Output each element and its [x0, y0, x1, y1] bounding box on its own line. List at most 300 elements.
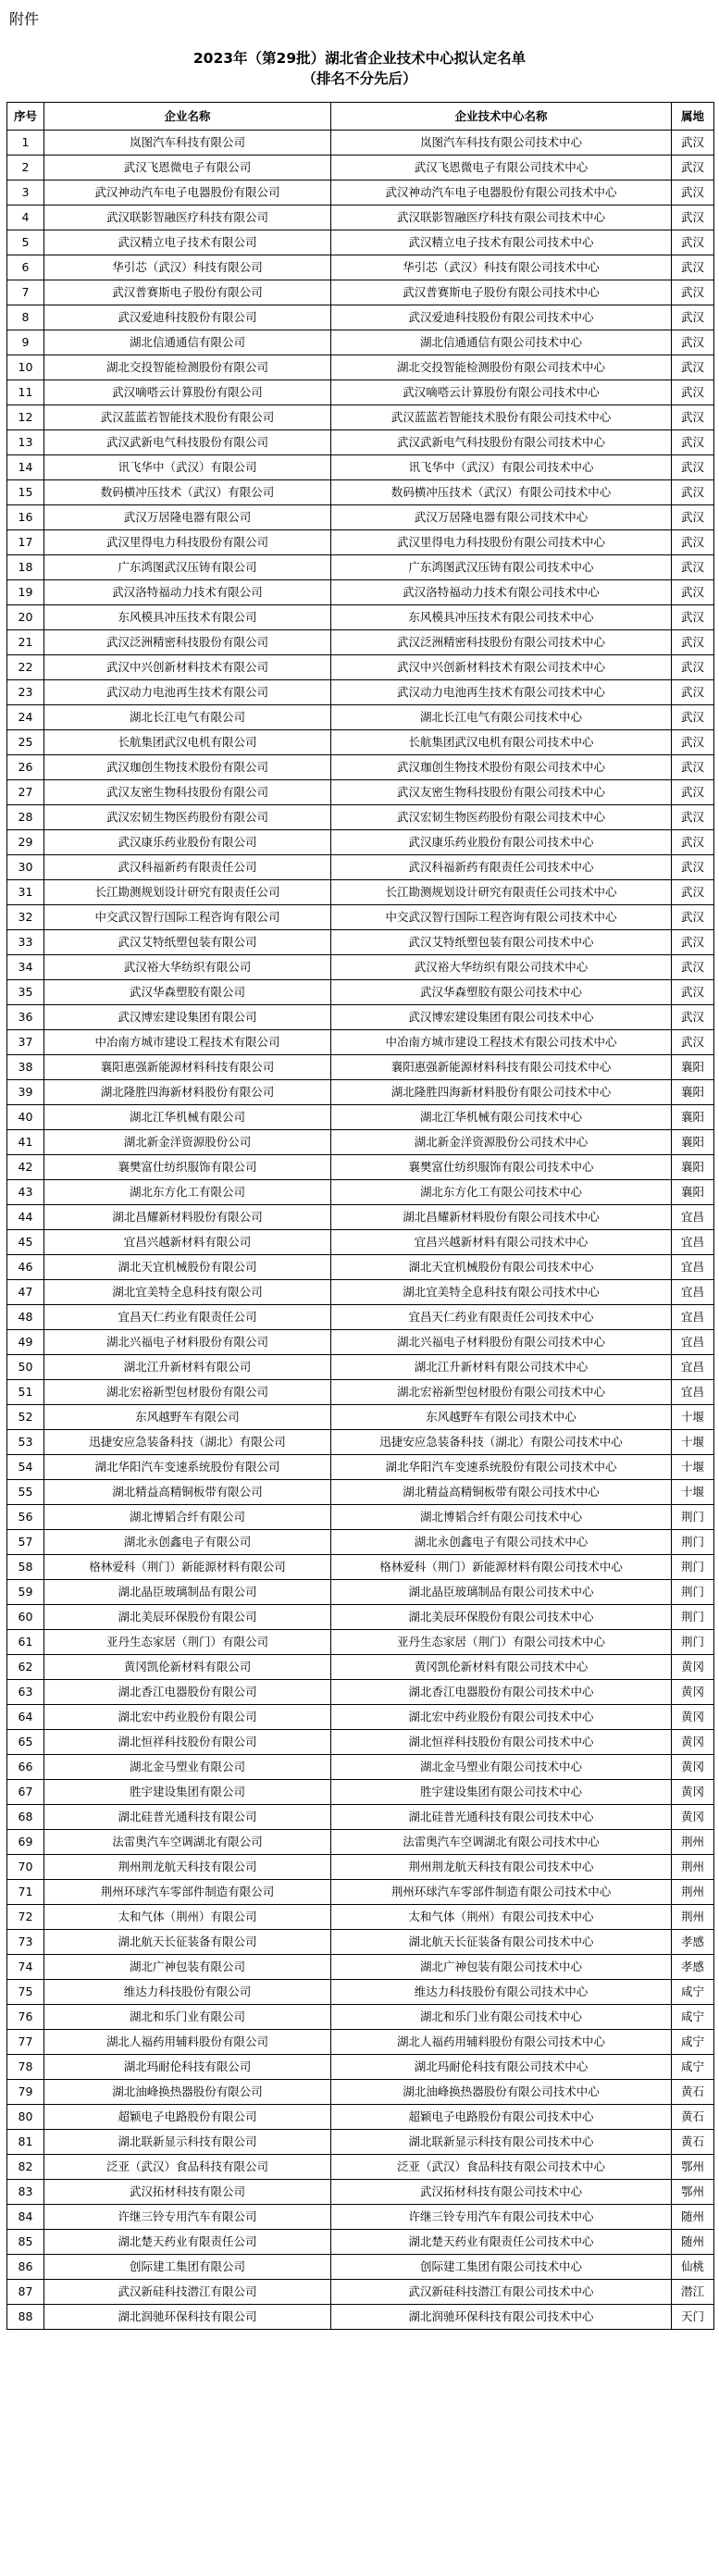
cell-enterprise-name: 湖北香江电器股份有限公司: [44, 1680, 331, 1705]
cell-serial: 7: [7, 280, 44, 305]
document-subtitle: （排名不分先后）: [302, 70, 417, 87]
table-row: [7, 605, 714, 630]
cell-enterprise-name: 武汉艾特纸塑包装有限公司: [44, 930, 331, 955]
cell-region: 武汉: [672, 555, 714, 580]
header-tech-center-name: 企业技术中心名称: [331, 103, 672, 131]
cell-enterprise-name: 中冶南方城市建设工程技术有限公司: [44, 1030, 331, 1055]
cell-region: 武汉: [672, 930, 714, 955]
cell-region: 武汉: [672, 705, 714, 730]
cell-tech-center-name: 湖北隆胜四海新材料股份有限公司技术中心: [331, 1080, 672, 1105]
cell-tech-center-name: 武汉里得电力科技股份有限公司技术中心: [331, 530, 672, 555]
cell-enterprise-name: 太和气体（荆州）有限公司: [44, 1905, 331, 1930]
cell-tech-center-name: 襄樊富仕纺织服饰有限公司技术中心: [331, 1155, 672, 1180]
cell-tech-center-name: 武汉飞恩微电子有限公司技术中心: [331, 156, 672, 180]
cell-serial: 51: [7, 1380, 44, 1405]
cell-enterprise-name: 武汉武新电气科技股份有限公司: [44, 430, 331, 455]
cell-tech-center-name: 武汉万居隆电器有限公司技术中心: [331, 505, 672, 530]
table-row: [7, 680, 714, 705]
cell-region: 荆门: [672, 1630, 714, 1655]
header-region: 属地: [672, 103, 714, 131]
table-row: [7, 755, 714, 780]
cell-enterprise-name: 武汉蓝蓝若智能技术股份有限公司: [44, 405, 331, 430]
table-row: [7, 2230, 714, 2255]
cell-enterprise-name: 武汉嘀嗒云计算股份有限公司: [44, 380, 331, 405]
table-row: [7, 955, 714, 980]
cell-region: 黄石: [672, 2080, 714, 2105]
cell-serial: 15: [7, 480, 44, 505]
cell-region: 咸宁: [672, 2055, 714, 2080]
cell-tech-center-name: 武汉拓材科技有限公司技术中心: [331, 2180, 672, 2205]
cell-region: 荆门: [672, 1605, 714, 1630]
cell-tech-center-name: 湖北恒祥科技股份有限公司技术中心: [331, 1730, 672, 1755]
table-row: [7, 1730, 714, 1755]
cell-tech-center-name: 湖北昌耀新材料股份有限公司技术中心: [331, 1205, 672, 1230]
cell-region: 武汉: [672, 430, 714, 455]
cell-region: 武汉: [672, 455, 714, 480]
cell-serial: 80: [7, 2105, 44, 2130]
cell-tech-center-name: 湖北广神包装有限公司技术中心: [331, 1955, 672, 1980]
cell-serial: 88: [7, 2305, 44, 2330]
table-row: [7, 1805, 714, 1830]
cell-tech-center-name: 荆州荆龙航天科技有限公司技术中心: [331, 1855, 672, 1880]
cell-tech-center-name: 宜昌兴越新材料有限公司技术中心: [331, 1230, 672, 1255]
cell-serial: 59: [7, 1580, 44, 1605]
cell-enterprise-name: 武汉动力电池再生技术有限公司: [44, 680, 331, 705]
cell-serial: 58: [7, 1555, 44, 1580]
cell-region: 黄冈: [672, 1780, 714, 1805]
cell-tech-center-name: 武汉宏韧生物医药股份有限公司技术中心: [331, 805, 672, 830]
cell-region: 武汉: [672, 755, 714, 780]
cell-region: 武汉: [672, 880, 714, 905]
cell-region: 潜江: [672, 2280, 714, 2305]
table-row: [7, 1505, 714, 1530]
table-row: [7, 1530, 714, 1555]
cell-region: 随州: [672, 2230, 714, 2255]
table-row: [7, 1005, 714, 1030]
cell-tech-center-name: 湖北新金洋资源股份公司技术中心: [331, 1130, 672, 1155]
cell-tech-center-name: 迅捷安应急装备科技（湖北）有限公司技术中心: [331, 1430, 672, 1455]
cell-region: 天门: [672, 2305, 714, 2330]
cell-serial: 10: [7, 355, 44, 380]
cell-tech-center-name: 创际建工集团有限公司技术中心: [331, 2255, 672, 2280]
table-row: [7, 1955, 714, 1980]
cell-serial: 25: [7, 730, 44, 755]
cell-tech-center-name: 华引芯（武汉）科技有限公司技术中心: [331, 255, 672, 280]
cell-enterprise-name: 湖北宏裕新型包材股份有限公司: [44, 1380, 331, 1405]
table-row: [7, 1555, 714, 1580]
table-row: [7, 730, 714, 755]
cell-tech-center-name: 武汉蓝蓝若智能技术股份有限公司技术中心: [331, 405, 672, 430]
table-row: [7, 505, 714, 530]
cell-region: 武汉: [672, 805, 714, 830]
table-header-row: [7, 103, 714, 131]
cell-serial: 85: [7, 2230, 44, 2255]
cell-serial: 79: [7, 2080, 44, 2105]
cell-tech-center-name: 武汉嘀嗒云计算股份有限公司技术中心: [331, 380, 672, 405]
cell-region: 武汉: [672, 1005, 714, 1030]
cell-tech-center-name: 湖北和乐门业有限公司技术中心: [331, 2005, 672, 2030]
cell-tech-center-name: 荆州环球汽车零部件制造有限公司技术中心: [331, 1880, 672, 1905]
table-row: [7, 1180, 714, 1205]
cell-region: 宜昌: [672, 1330, 714, 1355]
table-row: [7, 1030, 714, 1055]
cell-serial: 28: [7, 805, 44, 830]
table-row: [7, 580, 714, 605]
cell-serial: 1: [7, 131, 44, 156]
cell-enterprise-name: 武汉爱迪科技股份有限公司: [44, 305, 331, 330]
cell-tech-center-name: 武汉康乐药业股份有限公司技术中心: [331, 830, 672, 855]
cell-region: 武汉: [672, 905, 714, 930]
table-row: [7, 930, 714, 955]
cell-region: 鄂州: [672, 2180, 714, 2205]
cell-serial: 2: [7, 156, 44, 180]
cell-serial: 71: [7, 1880, 44, 1905]
cell-tech-center-name: 武汉华森塑胶有限公司技术中心: [331, 980, 672, 1005]
cell-enterprise-name: 中交武汉智行国际工程咨询有限公司: [44, 905, 331, 930]
cell-enterprise-name: 湖北宏中药业股份有限公司: [44, 1705, 331, 1730]
table-row: [7, 905, 714, 930]
table-row: [7, 1430, 714, 1455]
cell-region: 武汉: [672, 1030, 714, 1055]
cell-region: 荆州: [672, 1830, 714, 1855]
cell-region: 武汉: [672, 480, 714, 505]
cell-region: 武汉: [672, 156, 714, 180]
cell-tech-center-name: 湖北信通通信有限公司技术中心: [331, 330, 672, 355]
table-row: [7, 780, 714, 805]
cell-enterprise-name: 武汉珈创生物技术股份有限公司: [44, 755, 331, 780]
table-row: [7, 805, 714, 830]
cell-region: 黄冈: [672, 1680, 714, 1705]
cell-region: 武汉: [672, 580, 714, 605]
cell-enterprise-name: 法雷奥汽车空调湖北有限公司: [44, 1830, 331, 1855]
cell-enterprise-name: 武汉泛洲精密科技股份有限公司: [44, 630, 331, 655]
cell-region: 武汉: [672, 330, 714, 355]
cell-enterprise-name: 湖北天宜机械股份有限公司: [44, 1255, 331, 1280]
cell-enterprise-name: 湖北润驰环保科技有限公司: [44, 2305, 331, 2330]
table-row: [7, 1830, 714, 1855]
cell-region: 武汉: [672, 830, 714, 855]
cell-enterprise-name: 湖北长江电气有限公司: [44, 705, 331, 730]
cell-enterprise-name: 长江勘测规划设计研究有限责任公司: [44, 880, 331, 905]
cell-tech-center-name: 湖北油峰换热器股份有限公司技术中心: [331, 2080, 672, 2105]
table-row: [7, 2180, 714, 2205]
cell-serial: 12: [7, 405, 44, 430]
cell-tech-center-name: 武汉洛特福动力技术有限公司技术中心: [331, 580, 672, 605]
cell-enterprise-name: 武汉万居隆电器有限公司: [44, 505, 331, 530]
table-row: [7, 880, 714, 905]
cell-region: 襄阳: [672, 1055, 714, 1080]
cell-serial: 75: [7, 1980, 44, 2005]
cell-region: 荆州: [672, 1855, 714, 1880]
cell-enterprise-name: 湖北广神包装有限公司: [44, 1955, 331, 1980]
cell-enterprise-name: 华引芯（武汉）科技有限公司: [44, 255, 331, 280]
cell-tech-center-name: 广东鸿图武汉压铸有限公司技术中心: [331, 555, 672, 580]
cell-tech-center-name: 泛亚（武汉）食品科技有限公司技术中心: [331, 2155, 672, 2180]
cell-enterprise-name: 宜昌天仁药业有限责任公司: [44, 1305, 331, 1330]
cell-tech-center-name: 太和气体（荆州）有限公司技术中心: [331, 1905, 672, 1930]
cell-enterprise-name: 湖北玛耐伦科技有限公司: [44, 2055, 331, 2080]
cell-serial: 56: [7, 1505, 44, 1530]
cell-enterprise-name: 武汉洛特福动力技术有限公司: [44, 580, 331, 605]
cell-region: 黄石: [672, 2130, 714, 2155]
cell-region: 宜昌: [672, 1305, 714, 1330]
cell-region: 十堰: [672, 1405, 714, 1430]
cell-tech-center-name: 许继三铃专用汽车有限公司技术中心: [331, 2205, 672, 2230]
cell-serial: 64: [7, 1705, 44, 1730]
cell-tech-center-name: 长江勘测规划设计研究有限责任公司技术中心: [331, 880, 672, 905]
table-row: [7, 855, 714, 880]
cell-enterprise-name: 武汉华森塑胶有限公司: [44, 980, 331, 1005]
cell-enterprise-name: 荆州环球汽车零部件制造有限公司: [44, 1880, 331, 1905]
cell-enterprise-name: 湖北晶臣玻璃制品有限公司: [44, 1580, 331, 1605]
header-serial: 序号: [7, 103, 44, 131]
cell-enterprise-name: 湖北美辰环保股份有限公司: [44, 1605, 331, 1630]
cell-region: 武汉: [672, 305, 714, 330]
cell-enterprise-name: 湖北航天长征装备有限公司: [44, 1930, 331, 1955]
table-row: [7, 1330, 714, 1355]
cell-enterprise-name: 武汉科福新药有限责任公司: [44, 855, 331, 880]
cell-tech-center-name: 湖北永创鑫电子有限公司技术中心: [331, 1530, 672, 1555]
cell-region: 武汉: [672, 230, 714, 255]
cell-enterprise-name: 许继三铃专用汽车有限公司: [44, 2205, 331, 2230]
cell-enterprise-name: 湖北博韬合纤有限公司: [44, 1505, 331, 1530]
table-row: [7, 830, 714, 855]
cell-serial: 70: [7, 1855, 44, 1880]
cell-serial: 35: [7, 980, 44, 1005]
cell-tech-center-name: 黄冈凯伦新材料有限公司技术中心: [331, 1655, 672, 1680]
cell-region: 仙桃: [672, 2255, 714, 2280]
cell-enterprise-name: 胜宇建设集团有限公司: [44, 1780, 331, 1805]
cell-region: 武汉: [672, 131, 714, 156]
cell-enterprise-name: 武汉友密生物科技股份有限公司: [44, 780, 331, 805]
cell-region: 孝感: [672, 1930, 714, 1955]
cell-enterprise-name: 湖北华阳汽车变速系统股份有限公司: [44, 1455, 331, 1480]
cell-region: 黄冈: [672, 1705, 714, 1730]
cell-tech-center-name: 宜昌天仁药业有限责任公司技术中心: [331, 1305, 672, 1330]
table-row: [7, 1780, 714, 1805]
cell-tech-center-name: 湖北交投智能检测股份有限公司技术中心: [331, 355, 672, 380]
table-row: [7, 405, 714, 430]
cell-tech-center-name: 湖北长江电气有限公司技术中心: [331, 705, 672, 730]
table-row: [7, 355, 714, 380]
cell-enterprise-name: 武汉普赛斯电子股份有限公司: [44, 280, 331, 305]
cell-enterprise-name: 岚图汽车科技有限公司: [44, 131, 331, 156]
table-row: [7, 1755, 714, 1780]
cell-region: 黄冈: [672, 1755, 714, 1780]
cell-serial: 48: [7, 1305, 44, 1330]
cell-tech-center-name: 湖北宏中药业股份有限公司技术中心: [331, 1705, 672, 1730]
cell-tech-center-name: 湖北天宜机械股份有限公司技术中心: [331, 1255, 672, 1280]
cell-region: 武汉: [672, 255, 714, 280]
cell-enterprise-name: 武汉裕大华纺织有限公司: [44, 955, 331, 980]
cell-enterprise-name: 武汉新硅科技潜江有限公司: [44, 2280, 331, 2305]
cell-serial: 33: [7, 930, 44, 955]
cell-tech-center-name: 东风越野车有限公司技术中心: [331, 1405, 672, 1430]
cell-tech-center-name: 湖北香江电器股份有限公司技术中心: [331, 1680, 672, 1705]
cell-enterprise-name: 湖北宜美特全息科技有限公司: [44, 1280, 331, 1305]
cell-serial: 77: [7, 2030, 44, 2055]
table-row: [7, 530, 714, 555]
cell-tech-center-name: 长航集团武汉电机有限公司技术中心: [331, 730, 672, 755]
cell-enterprise-name: 维达力科技股份有限公司: [44, 1980, 331, 2005]
cell-enterprise-name: 武汉联影智融医疗科技有限公司: [44, 205, 331, 230]
cell-region: 荆门: [672, 1555, 714, 1580]
cell-tech-center-name: 武汉动力电池再生技术有限公司技术中心: [331, 680, 672, 705]
cell-serial: 86: [7, 2255, 44, 2280]
cell-enterprise-name: 湖北兴福电子材料股份有限公司: [44, 1330, 331, 1355]
cell-enterprise-name: 泛亚（武汉）食品科技有限公司: [44, 2155, 331, 2180]
cell-tech-center-name: 亚丹生态家居（荆门）有限公司技术中心: [331, 1630, 672, 1655]
cell-region: 武汉: [672, 380, 714, 405]
cell-serial: 55: [7, 1480, 44, 1505]
cell-serial: 42: [7, 1155, 44, 1180]
cell-tech-center-name: 数码横冲压技术（武汉）有限公司技术中心: [331, 480, 672, 505]
cell-serial: 78: [7, 2055, 44, 2080]
cell-enterprise-name: 超颖电子电路股份有限公司: [44, 2105, 331, 2130]
cell-serial: 57: [7, 1530, 44, 1555]
cell-serial: 40: [7, 1105, 44, 1130]
cell-tech-center-name: 湖北晶臣玻璃制品有限公司技术中心: [331, 1580, 672, 1605]
table-row: [7, 1055, 714, 1080]
cell-tech-center-name: 湖北宏裕新型包材股份有限公司技术中心: [331, 1380, 672, 1405]
cell-serial: 3: [7, 180, 44, 205]
cell-tech-center-name: 武汉爱迪科技股份有限公司技术中心: [331, 305, 672, 330]
cell-enterprise-name: 湖北交投智能检测股份有限公司: [44, 355, 331, 380]
cell-enterprise-name: 湖北新金洋资源股份公司: [44, 1130, 331, 1155]
cell-serial: 26: [7, 755, 44, 780]
cell-serial: 34: [7, 955, 44, 980]
cell-region: 咸宁: [672, 1980, 714, 2005]
cell-enterprise-name: 广东鸿图武汉压铸有限公司: [44, 555, 331, 580]
cell-enterprise-name: 湖北恒祥科技股份有限公司: [44, 1730, 331, 1755]
cell-serial: 53: [7, 1430, 44, 1455]
cell-region: 武汉: [672, 955, 714, 980]
cell-region: 荆门: [672, 1580, 714, 1605]
table-row: [7, 1455, 714, 1480]
cell-serial: 11: [7, 380, 44, 405]
table-row: [7, 1355, 714, 1380]
cell-enterprise-name: 湖北联新显示科技有限公司: [44, 2130, 331, 2155]
cell-serial: 82: [7, 2155, 44, 2180]
cell-region: 武汉: [672, 980, 714, 1005]
cell-region: 黄石: [672, 2105, 714, 2130]
cell-enterprise-name: 湖北信通通信有限公司: [44, 330, 331, 355]
cell-serial: 32: [7, 905, 44, 930]
table-row: [7, 705, 714, 730]
cell-enterprise-name: 东风模具冲压技术有限公司: [44, 605, 331, 630]
cell-enterprise-name: 湖北和乐门业有限公司: [44, 2005, 331, 2030]
table-row: [7, 555, 714, 580]
table-row: [7, 1880, 714, 1905]
cell-serial: 6: [7, 255, 44, 280]
cell-serial: 16: [7, 505, 44, 530]
cell-enterprise-name: 湖北永创鑫电子有限公司: [44, 1530, 331, 1555]
table-row: [7, 1580, 714, 1605]
cell-enterprise-name: 长航集团武汉电机有限公司: [44, 730, 331, 755]
table-row: [7, 255, 714, 280]
cell-serial: 8: [7, 305, 44, 330]
table-row: [7, 1130, 714, 1155]
cell-region: 武汉: [672, 205, 714, 230]
cell-serial: 19: [7, 580, 44, 605]
cell-serial: 50: [7, 1355, 44, 1380]
cell-serial: 44: [7, 1205, 44, 1230]
cell-region: 武汉: [672, 680, 714, 705]
table-row: [7, 2055, 714, 2080]
cell-region: 黄冈: [672, 1655, 714, 1680]
cell-serial: 39: [7, 1080, 44, 1105]
cell-serial: 63: [7, 1680, 44, 1705]
cell-serial: 87: [7, 2280, 44, 2305]
cell-region: 宜昌: [672, 1280, 714, 1305]
table-row: [7, 1905, 714, 1930]
cell-enterprise-name: 武汉博宏建设集团有限公司: [44, 1005, 331, 1030]
cell-enterprise-name: 湖北硅普光通科技有限公司: [44, 1805, 331, 1830]
cell-serial: 68: [7, 1805, 44, 1830]
cell-region: 宜昌: [672, 1205, 714, 1230]
cell-tech-center-name: 湖北玛耐伦科技有限公司技术中心: [331, 2055, 672, 2080]
cell-serial: 76: [7, 2005, 44, 2030]
cell-tech-center-name: 讯飞华中（武汉）有限公司技术中心: [331, 455, 672, 480]
table-row: [7, 205, 714, 230]
cell-region: 宜昌: [672, 1380, 714, 1405]
cell-tech-center-name: 湖北华阳汽车变速系统股份有限公司技术中心: [331, 1455, 672, 1480]
table-row: [7, 1230, 714, 1255]
cell-tech-center-name: 湖北博韬合纤有限公司技术中心: [331, 1505, 672, 1530]
cell-tech-center-name: 武汉神动汽车电子电器股份有限公司技术中心: [331, 180, 672, 205]
cell-tech-center-name: 武汉裕大华纺织有限公司技术中心: [331, 955, 672, 980]
table-row: [7, 1155, 714, 1180]
table-row: [7, 1255, 714, 1280]
table-row: [7, 1705, 714, 1730]
cell-enterprise-name: 湖北人福药用辅料股份有限公司: [44, 2030, 331, 2055]
cell-region: 宜昌: [672, 1355, 714, 1380]
table-row: [7, 655, 714, 680]
cell-region: 咸宁: [672, 2030, 714, 2055]
cell-enterprise-name: 襄樊富仕纺织服饰有限公司: [44, 1155, 331, 1180]
cell-tech-center-name: 湖北美辰环保股份有限公司技术中心: [331, 1605, 672, 1630]
cell-enterprise-name: 武汉里得电力科技股份有限公司: [44, 530, 331, 555]
cell-serial: 46: [7, 1255, 44, 1280]
cell-region: 武汉: [672, 405, 714, 430]
cell-tech-center-name: 武汉精立电子技术有限公司技术中心: [331, 230, 672, 255]
cell-region: 武汉: [672, 605, 714, 630]
enterprise-table: [6, 102, 714, 2330]
attachment-label: 附件: [9, 10, 40, 28]
cell-tech-center-name: 湖北航天长征装备有限公司技术中心: [331, 1930, 672, 1955]
cell-tech-center-name: 湖北兴福电子材料股份有限公司技术中心: [331, 1330, 672, 1355]
table-row: [7, 1305, 714, 1330]
cell-region: 宜昌: [672, 1255, 714, 1280]
table-row: [7, 2030, 714, 2055]
cell-region: 孝感: [672, 1955, 714, 1980]
cell-serial: 9: [7, 330, 44, 355]
cell-enterprise-name: 讯飞华中（武汉）有限公司: [44, 455, 331, 480]
cell-serial: 72: [7, 1905, 44, 1930]
cell-enterprise-name: 湖北精益高精铜板带有限公司: [44, 1480, 331, 1505]
cell-serial: 41: [7, 1130, 44, 1155]
cell-serial: 36: [7, 1005, 44, 1030]
cell-enterprise-name: 格林爱科（荆门）新能源材料有限公司: [44, 1555, 331, 1580]
table-row: [7, 980, 714, 1005]
cell-region: 黄冈: [672, 1730, 714, 1755]
cell-tech-center-name: 武汉博宏建设集团有限公司技术中心: [331, 1005, 672, 1030]
cell-enterprise-name: 湖北楚天药业有限责任公司: [44, 2230, 331, 2255]
cell-enterprise-name: 湖北江华机械有限公司: [44, 1105, 331, 1130]
cell-region: 襄阳: [672, 1105, 714, 1130]
cell-serial: 54: [7, 1455, 44, 1480]
cell-region: 咸宁: [672, 2005, 714, 2030]
